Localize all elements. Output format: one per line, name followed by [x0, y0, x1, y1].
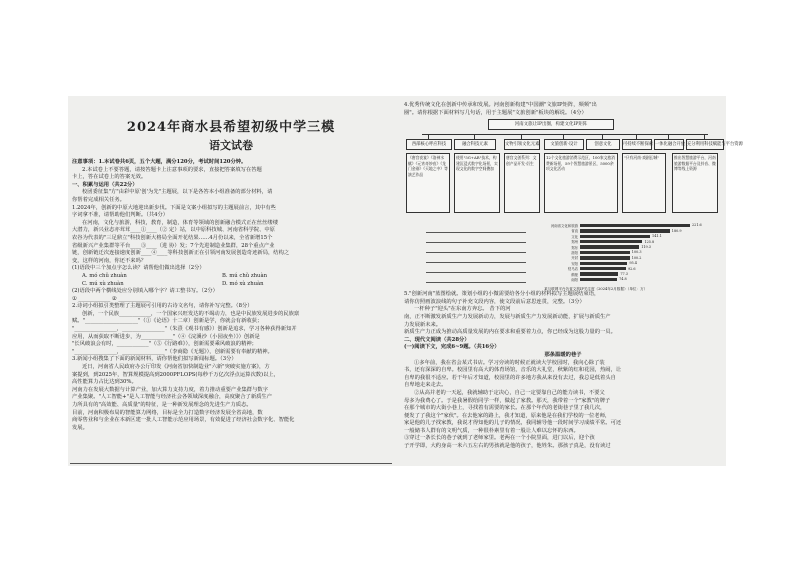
bar-row: [540, 234, 662, 239]
answer-line[interactable]: [426, 233, 526, 243]
question-4: [404, 102, 722, 117]
ip-attention-bar-chart: [540, 219, 720, 289]
text-line: 5."创新河南"蓝图绘就。策划小组的小微需要给各分小组的材料拟写主题展结束语，: [404, 291, 600, 298]
answer-line[interactable]: [426, 243, 526, 253]
exam-subtitle: 语文试卷: [209, 139, 253, 152]
text-line: 省级新兴产业集群等平台____③____（进 协）发；7个先进制造业集群，28个重点产业: [72, 242, 275, 249]
bar: [580, 240, 642, 243]
bar-value-label: 119.3: [641, 245, 651, 250]
text-line: 在那个城市的大街小巷上，寻找着有需要的家长。在那个年代的老街巷子里了我几次，: [404, 405, 606, 412]
left-column: [68, 96, 394, 466]
bottom-rule: [70, 463, 392, 464]
text-line: 商零售业和与企业在本新区建一批人工智能示范应用场景，有效促进了经济社会数字化、智能化: [72, 417, 295, 424]
text-line: 应用，从而获取不断进步，为____________"（④《浣溪沙（小园夜坐）》）创新是: [72, 333, 260, 340]
text-line: 二、现代文阅读（共28分）: [404, 336, 470, 343]
bar-row: [540, 261, 637, 266]
bar-row: [540, 250, 642, 255]
bar-value-label: 180.9: [671, 228, 682, 233]
bar-category-label: 安阳: [571, 261, 578, 266]
text-line: 力所具有的"高效能、高质量"的特征，是一种新发展理念的先进生产力质态。: [72, 402, 252, 408]
text-line: 河南力在发展大数据与计算产业，加大算力支持力度，着力推动重要产业集群与数字: [72, 386, 268, 393]
text-line: 圈"。请你根据下面材料写几句话，用于主题展"文旅创新"板块的解说。（4分）: [404, 109, 587, 116]
text-line: "________________，________________"（朱熹《观书有感》）创新是追求，学习各种获得新知并: [72, 326, 297, 333]
bar-value-label: 221.6: [692, 223, 702, 228]
diagram-detail: 12个文化旅游消费示范区，100家文旅消费新场景，59个智慧旅游景区，5000余项文化活动: [544, 153, 618, 213]
diagram-category: 文物引领文化元素: [504, 139, 540, 150]
text-line: 南，正不断激发新质生产力发展新动力，发展与新质生产力发展新动能，扩展与新质生产: [404, 313, 611, 320]
text-line: (一)阅读下文，完成6~9题。（共16分）: [404, 344, 500, 351]
text-line: "长风破浪会有时，____________"（⑤《行路难》），创新需要乘风破浪的精神；: [72, 341, 257, 348]
text-line: ②从高并老的一天起，我就辅助于定决心，自己一定要靠自己的能力读书，不要父: [414, 389, 605, 396]
text-line: 近日，河南省人民政府办公厅印发《河南省加快制造业"六新"突破实施方案》，方: [82, 364, 270, 371]
text-line: 3.新闻小组搜集了下面的新闻材料，请你帮他们拟写新闻标题。（3分）: [72, 356, 237, 363]
bar-row: [540, 229, 682, 234]
bar: [580, 229, 670, 232]
bar-value-label: 95.4: [629, 261, 637, 266]
text-line: 在河南，文化与旅游，科技，教育，制造，体育等领域的创新融合模式正在丝丝缕缕: [82, 219, 278, 226]
story-title: 那条温暖的巷子: [544, 351, 582, 358]
diagram-detail: "只有河南·戏剧幻城": [622, 153, 666, 213]
pinyin-options-row-2: [72, 281, 390, 289]
text-line: 注意事项：1.本试卷共6页，五个大题，满分120分，考试时间120分钟。: [72, 159, 247, 165]
text-line: 2.诗词小组拟引类整理了主题展可引用的古诗文名句，请你补写完整。（8分）: [72, 303, 253, 310]
text-line: 案提到，到2025年，智算规模提高到2000PFLOPS(每秒千万亿次浮点运算次数)以上，: [72, 371, 279, 378]
text-line: 4.优秀传统文化在创新中传承和发展。河南创新构建"中国潮"文旅IP矩阵，频频"出: [404, 102, 597, 108]
text-line: 自卑地走来走去。: [404, 382, 447, 389]
ip-matrix-diagram: [404, 119, 743, 217]
bar-value-label: 74.8: [619, 277, 627, 282]
diagram-category: 充分利用科技赋能与平台资源: [686, 139, 724, 150]
text-line: (2)语段中两个横线处应分别填入哪个字？请工整书写。（2分）: [72, 288, 218, 295]
text-line: 你帮着完成相关任务。: [72, 196, 125, 203]
text-line: 书，还有深深的自卑。校园里有高大的体育场馆，音乐的大礼堂，秋紫的红和花园，热闹，让: [404, 367, 622, 374]
exam-title: 2024年商水县希望初级中学三模: [126, 120, 336, 135]
text-line: 产业集聚。"人工智能+"是人工智能与经济社会各领域深度融合，高度聚合了新质生产: [72, 394, 273, 401]
text-line: 创新，一个民族____________，一个国家兴旺发达的不竭动力，也是中民族发展进步的民族禀: [82, 310, 300, 317]
bar-value-label: 141.1: [652, 234, 662, 239]
text-line: 高性能算力占比达到30%。: [72, 379, 137, 386]
bar-row: [540, 245, 651, 250]
diagram-detail: 唐宫文创系列：文创产品开发·衍生: [504, 153, 540, 213]
text-line: 大潜力，新兴业态亦茸茸____①____（② 定）站，以中原科技城、河南省科学院、中原: [72, 227, 275, 234]
left-text-block: [72, 159, 390, 273]
diagram-category: 西部核心呼应科技: [406, 139, 452, 150]
text-line: 自卑的我很不适应。若干年后才知道，校园里的许多地方我从来没有去过，我总是低着头自: [404, 374, 616, 381]
diagram-top-box: 河南文旅让IP出圈，构建文化IP矩阵: [488, 119, 614, 130]
bar-row: [540, 277, 627, 282]
bar-category-label: 鹤壁: [571, 272, 578, 277]
bar-row: [540, 239, 654, 244]
diagram-detail: 推出智慧旅游平台，河南旅游数据平台及抖音、微博等线上资源: [672, 153, 718, 213]
text-line: ① ____________ ② ____________: [72, 295, 151, 302]
bar-category-label: 洛阳: [571, 250, 578, 255]
diagram-connector: [422, 134, 708, 135]
diagram-category: 创意文化: [586, 139, 620, 150]
bar-value-label: 92.6: [627, 266, 636, 271]
text-line: ③穿过一条长长的巷子就到了老师家里。老两在一个小院里面，进门以后，迎个孩: [404, 435, 595, 442]
bar: [580, 251, 630, 254]
text-line: 一杆种子"迎头"在东南方奔忘。 昔下的河: [414, 306, 511, 313]
bar-value-label: 100.2: [631, 255, 642, 260]
text-line: 家是他的儿子找家教，我说才得知他的儿子的情况，我同辅导他一段时间学习成绩平常。可还: [404, 420, 622, 427]
bar-category-label: 河南省文化和旅游: [550, 223, 578, 228]
right-column: [400, 96, 743, 466]
left-text-block-2: [72, 288, 390, 432]
bar-category-label: 郑东: [571, 245, 578, 250]
bar-row: [540, 256, 641, 261]
text-line: 母多为我费心了。于是我暑假给同学一样，做起了家教。那天，我带着一个"家教"的牌子: [404, 397, 611, 404]
pinyin-options-row-1: [72, 273, 390, 281]
diagram-category: 文旅创新·设计: [544, 139, 584, 150]
text-line: 发展。: [72, 424, 88, 431]
bar-category-label: 南阳: [571, 277, 578, 282]
pinyin-option[interactable]: D. mó xù zhuàn: [222, 280, 264, 287]
bar-category-label: 文化: [571, 234, 578, 239]
text-line: 卡上，答在试卷上的答案无效。: [72, 174, 147, 181]
bar-category-label: 郑州: [571, 240, 578, 245]
text-line: 2.本试卷上不要答题，请按答题卡上注意事项的要求，直接把答案填写在答题: [82, 166, 262, 173]
chart-area: [404, 219, 722, 291]
bar: [580, 278, 617, 281]
text-line: 便发了了我这个"家伙"。在去他家的路上，我才知道，原来他是在我们学校的一位老师，: [404, 412, 611, 419]
text-line: 农谷为代表的"三足鼎立"科技创新大格局全面开花结果……4月份以来，全省新增15个: [72, 234, 273, 241]
diagram-detail: 《唐宫夜宴》《洛神水赋》《元宵奇妙夜》《龙门金刚》《天地之中》等演艺作品: [406, 153, 450, 213]
bar-category-label: 驻马店: [567, 267, 578, 272]
pinyin-option[interactable]: B. mú chǔ zhuàn: [222, 272, 268, 279]
bar: [580, 256, 630, 259]
text-line: (1)语段中三个加点字怎么读？请帮他们做出选择（2分）: [72, 265, 205, 272]
text-line: 1.2024年，创新的中原大地迎出新步伐。下面是文案小组拟写的主题展前言，其中有些: [72, 204, 276, 211]
bar: [580, 262, 627, 265]
text-line: 一、积累与运用（共22分）: [72, 181, 138, 188]
answer-lines: [426, 223, 526, 283]
text-line: 子开学即，大约身高一米六五左右的男孩就是他的孩子，他姓朱。那孩子真是，没有读过: [404, 443, 611, 450]
text-line: 链，创新链迁次连接速度创新____④____等科技创新正在引领河南发展创造奇迹新局，结构之: [72, 250, 290, 257]
text-line: 请你仿照画波浪线的句子补充文段内容，使文段前后意思连贯，完整。（3分）: [404, 298, 585, 305]
bar-category-label: 省直: [571, 229, 578, 234]
diagram-detail: 使用"5G+AR"技术，构建沉浸式数字化场景，实现文化的数字空间叠加: [454, 153, 500, 213]
text-line: 一般储书人群有的文明气质，一种很朴素里有着一股让人难以忘怀的东西。: [404, 427, 579, 434]
bar: [580, 235, 650, 238]
diagram-category: 融合科技元素: [454, 139, 496, 150]
pinyin-option[interactable]: C. mú xù zhuàn: [82, 280, 124, 287]
chart-caption: 某互联网平台各省文旅IP关注度（2024年2月数据）（单位：万）: [544, 287, 648, 292]
bar-row: [540, 272, 628, 277]
text-line: 变，这样的河南，你还不来吗？: [72, 257, 147, 264]
text-line: 新质生产力正成为推动高质量发展的内在要求和重要着力点，你已经成为这股力量的一员。: [404, 329, 616, 336]
exam-sheet: [68, 96, 743, 466]
pinyin-option[interactable]: A. mó chǔ zhuàn: [82, 272, 127, 279]
bar-value-label: 125.8: [644, 239, 655, 244]
answer-line[interactable]: [426, 253, 526, 263]
bar: [580, 267, 626, 270]
text-line: 目前，河南积极布局的智能算力网络，目标是全力打造数字经济发展全省高地，数: [72, 409, 263, 416]
bar-value-label: 77.3: [620, 272, 628, 277]
text-line: 字词拿不准，请帮助他们判断。（共4分）: [72, 212, 169, 219]
question-5-and-section-2: [404, 291, 722, 352]
bar: [580, 224, 690, 227]
bar-category-label: 开封: [571, 256, 578, 261]
text-line: "________________，________________"（李商隐《无题》），创新需要有奉献的精神。: [72, 348, 273, 355]
diagram-category: 一体化融合开放: [654, 139, 684, 150]
answer-line[interactable]: [426, 273, 526, 283]
answer-line[interactable]: [426, 223, 526, 233]
text-line: ①多年前，我在省会某式书店。学习旁读的时候正就读大学校园时，我向心除了装: [414, 359, 605, 366]
story-text: [404, 360, 722, 451]
diagram-category: 可持续不断探索: [622, 139, 652, 150]
bar: [580, 272, 618, 275]
bar-row: [540, 266, 636, 271]
answer-line[interactable]: [426, 263, 526, 273]
text-line: 力发展新未来。: [404, 321, 442, 328]
text-line: 赋。"____________________"（①《论语》十二章）创新是学，你就会有新收获；: [72, 318, 263, 325]
text-line: 校团委征集"方"由彩中原'创'为先"主题展，以下是各答本小组准备的部分材料，请: [82, 189, 273, 196]
bar-value-label: 100.3: [631, 250, 642, 255]
bar: [580, 245, 639, 248]
bar-row: [540, 223, 702, 228]
